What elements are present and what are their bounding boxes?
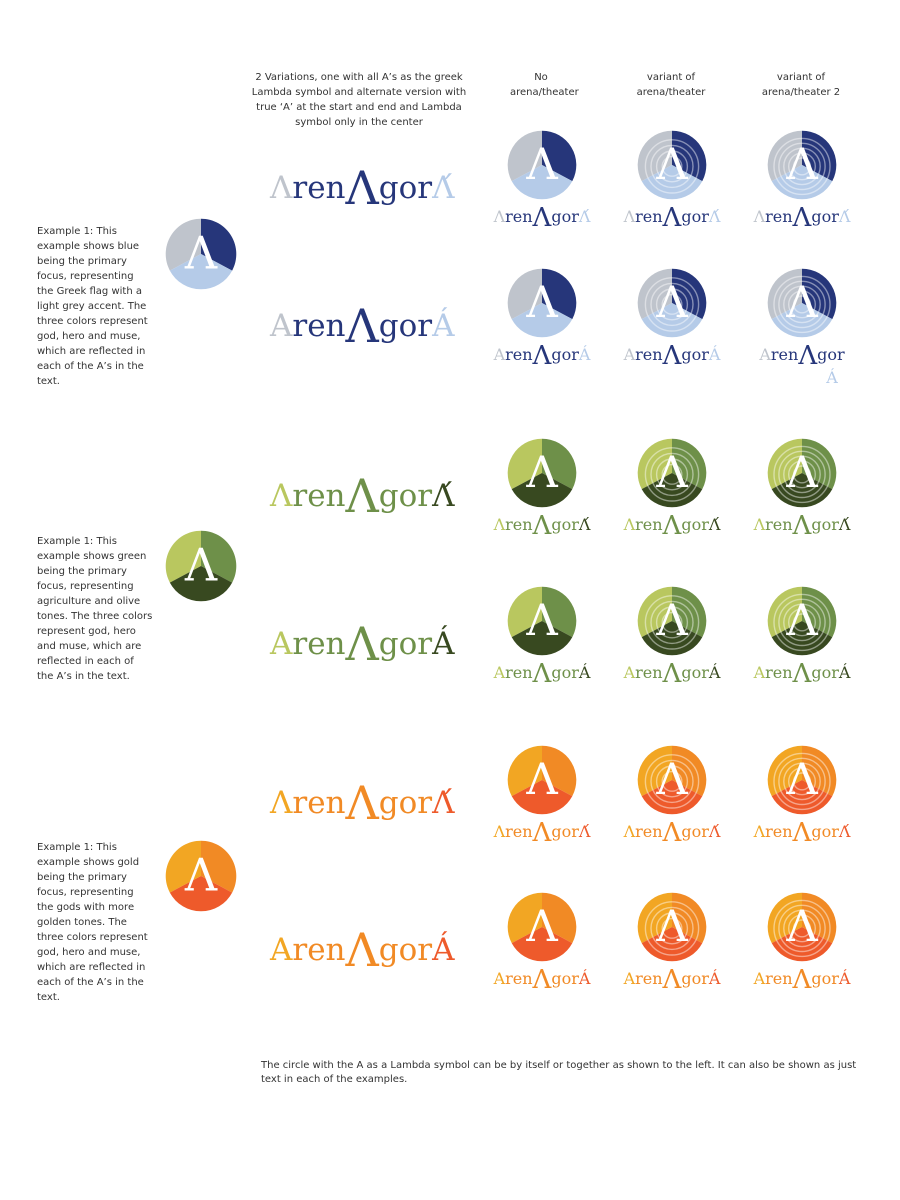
arenagora-wordmark [270,469,460,523]
wordmark-part-2: gor [811,822,839,841]
wordmark-part-2: gor [378,478,433,514]
logo-letter: Λ [786,448,818,498]
header-no-arena: No arena/theater [510,72,579,98]
wordmark-lambda: Λ [662,965,682,995]
wordmark-last-a: Λ́ [838,207,851,226]
lambda-circle-logo [507,745,577,815]
logo-letter: Λ [184,227,218,280]
logo-letter: Λ [656,755,688,805]
wordmark-part-2: gor [551,822,579,841]
wordmark-lambda: Λ [792,203,812,233]
wordmark-part-1: ren [505,822,533,841]
wordmark-part-1: ren [765,207,793,226]
wordmark-part-1: ren [765,663,793,682]
wordmark-part-2: gor [551,663,579,682]
wordmark-first-a: Λ [270,170,293,206]
arenagora-wordmark [270,161,460,215]
wordmark-lambda: Λ [532,659,552,689]
wordmark-lambda: Λ [662,659,682,689]
wordmark-last-a: Á [432,626,455,662]
wordmark-part-1: ren [292,785,346,821]
wordmark-part-2: gor [378,932,433,968]
arenagora-wordmark [270,617,460,671]
wordmark-part-1: ren [292,626,346,662]
wordmark-last-a: Á [578,345,591,364]
logo-letter: Λ [786,755,818,805]
wordmark-first-a: A [759,345,771,364]
logo-letter: Λ [786,902,818,952]
wordmark-first-a: A [753,969,766,988]
arenagora-wordmark [482,965,602,995]
lambda-circle-logo [767,586,837,656]
wordmark-lambda: Λ [532,203,552,233]
wordmark-part-1: ren [635,663,663,682]
wordmark-part-1: ren [635,515,663,534]
wordmark-part-2: gor [817,345,845,364]
wordmark-part-1: ren [292,932,346,968]
wordmark-part-2: gor [811,207,839,226]
wordmark-lambda: Λ [345,923,379,977]
wordmark-part-1: ren [765,969,793,988]
wordmark-lambda: Λ [662,341,682,371]
footer-note: The circle with the A as a Lambda symbol can be by itself or together as shown to the left. It can also be shown as just text in each of the examples. [261,1060,857,1085]
lambda-circle-logo [507,438,577,508]
arenagora-wordmark [482,818,602,848]
arenagora-wordmark [270,299,460,353]
wordmark-part-1: ren [635,345,663,364]
arenagora-wordmark [482,511,602,541]
wordmark-part-2: gor [551,969,579,988]
wordmark-last-a: Λ́ [578,207,591,226]
wordmark-lambda: Λ [792,511,812,541]
arenagora-wordmark [612,511,732,541]
wordmark-part-1: ren [765,822,793,841]
wordmark-part-1: ren [505,515,533,534]
wordmark-part-1: ren [635,207,663,226]
wordmark-lambda: Λ [662,203,682,233]
wordmark-part-2: gor [681,345,709,364]
wordmark-part-2: gor [378,308,433,344]
wordmark-part-1: ren [770,345,799,364]
arenagora-wordmark [612,203,732,233]
logo-letter: Λ [656,448,688,498]
logo-letter: Λ [526,140,558,190]
wordmark-first-a: Λ [270,785,293,821]
wordmark-part-1: ren [635,822,663,841]
wordmark-last-a: Á [432,932,455,968]
arenagora-wordmark [270,776,460,830]
wordmark-part-2: gor [551,515,579,534]
wordmark-last-a: Λ́ [432,785,455,821]
wordmark-first-a: Λ [493,515,506,534]
example-description: Example 1: This example shows gold being the primary focus, representing the gods with more golden tones. The three colors represent god, hero and muse, which are reflected in each of the A’s in the text. [37,842,148,1003]
wordmark-part-2: gor [378,626,433,662]
arenagora-wordmark [270,923,460,977]
lambda-circle-logo [637,438,707,508]
wordmark-part-1: ren [505,345,533,364]
wordmark-part-1: ren [505,969,533,988]
wordmark-first-a: A [623,663,636,682]
wordmark-lambda: Λ [798,341,818,371]
lambda-circle-logo [507,892,577,962]
wordmark-lambda: Λ [345,776,379,830]
wordmark-last-a: Λ́ [708,515,721,534]
wordmark-first-a: A [270,308,293,344]
wordmark-first-a: Λ [753,822,766,841]
arenagora-wordmark [612,818,732,848]
wordmark-part-2: gor [378,785,433,821]
arenagora-wordmark [482,341,602,371]
lambda-circle-logo [165,218,237,290]
wordmark-first-a: Λ [623,515,636,534]
wordmark-lambda: Λ [792,818,812,848]
logo-letter: Λ [786,140,818,190]
wordmark-last-a: Á [838,663,851,682]
lambda-circle-logo [767,268,837,338]
wordmark-lambda: Λ [662,511,682,541]
wordmark-lambda: Λ [345,161,379,215]
wordmark-part-1: ren [635,969,663,988]
lambda-circle-logo [767,130,837,200]
logo-letter: Λ [526,755,558,805]
wordmark-first-a: A [493,345,506,364]
wordmark-first-a: Λ [753,207,766,226]
logo-letter: Λ [526,448,558,498]
wordmark-part-1: ren [505,207,533,226]
lambda-circle-logo [767,438,837,508]
wordmark-part-2: gor [551,207,579,226]
wordmark-part-1: ren [505,663,533,682]
logo-letter: Λ [786,278,818,328]
arenagora-wordmark [742,203,862,233]
arenagora-wordmark [482,659,602,689]
wordmark-part-2: gor [681,663,709,682]
logo-letter: Λ [184,849,218,902]
wordmark-first-a: A [623,969,636,988]
logo-letter: Λ [656,902,688,952]
lambda-circle-logo [507,268,577,338]
lambda-circle-logo [507,586,577,656]
wordmark-last-a: Á [708,663,721,682]
wordmark-last-a: Á [838,969,851,988]
logo-letter: Λ [656,140,688,190]
wordmark-last-a: Λ́ [708,822,721,841]
wordmark-part-2: gor [681,515,709,534]
wordmark-lambda: Λ [532,965,552,995]
lambda-circle-logo [637,586,707,656]
wordmark-part-1: ren [765,515,793,534]
lambda-circle-logo [507,130,577,200]
wordmark-last-a: Λ́ [432,170,455,206]
lambda-circle-logo [637,892,707,962]
logo-letter: Λ [786,596,818,646]
wordmark-part-2: gor [811,515,839,534]
wordmark-part-2: gor [681,207,709,226]
lambda-circle-logo [767,892,837,962]
wordmark-part-1: ren [292,478,346,514]
wordmark-lambda: Λ [792,965,812,995]
logo-letter: Λ [526,596,558,646]
header-variations: 2 Variations, one with all A’s as the greek Lambda symbol and alternate version with true ‘A’ at the start and end and Lambda symbol only in the center [251,72,467,128]
wordmark-last-a: Á [708,345,721,364]
wordmark-first-a: A [270,626,293,662]
wordmark-part-2: gor [681,969,709,988]
logo-letter: Λ [184,539,218,592]
header-variant-2: variant of arena/theater 2 [761,72,841,98]
arenagora-wordmark [742,818,862,848]
wordmark-first-a: A [493,969,506,988]
logo-letter: Λ [526,902,558,952]
wordmark-first-a: Λ [623,207,636,226]
wordmark-last-a: Á [578,969,591,988]
lambda-circle-logo [165,840,237,912]
wordmark-last-a: Λ́ [578,822,591,841]
wordmark-lambda: Λ [532,511,552,541]
wordmark-part-2: gor [811,663,839,682]
wordmark-last-a: Λ́ [708,207,721,226]
wordmark-last-a: Λ́ [838,822,851,841]
wordmark-last-a: Á [432,308,455,344]
logo-letter: Λ [656,596,688,646]
wordmark-part-2: gor [811,969,839,988]
example-description: Example 1: This example shows green being the primary focus, representing agriculture and olive tones. The three colors represent god, hero and muse, which are reflected in each of the A’s in the text. [37,536,153,682]
lambda-circle-logo [165,530,237,602]
wordmark-part-1: ren [292,170,346,206]
arenagora-wordmark [742,341,862,389]
lambda-circle-logo [637,130,707,200]
wordmark-part-1: ren [292,308,346,344]
arenagora-wordmark [612,659,732,689]
wordmark-first-a: A [623,345,636,364]
arenagora-wordmark [612,965,732,995]
lambda-circle-logo [637,745,707,815]
example-description: Example 1: This example shows blue being the primary focus, representing the Greek flag with a light grey accent. The three colors represent god, hero and muse, which are reflected in each of the A’s in the text. [37,226,148,387]
wordmark-first-a: A [270,932,293,968]
wordmark-lambda: Λ [345,469,379,523]
wordmark-lambda: Λ [662,818,682,848]
wordmark-first-a: Λ [493,822,506,841]
wordmark-first-a: Λ [623,822,636,841]
header-variant-1: variant of arena/theater [636,72,706,98]
wordmark-lambda: Λ [345,299,379,353]
arenagora-wordmark [482,203,602,233]
wordmark-last-a: Á [578,663,591,682]
wordmark-lambda: Λ [792,659,812,689]
arenagora-wordmark [742,965,862,995]
lambda-circle-logo [767,745,837,815]
arenagora-wordmark [742,659,862,689]
wordmark-first-a: Λ [753,515,766,534]
logo-letter: Λ [656,278,688,328]
wordmark-last-a: Λ́ [578,515,591,534]
wordmark-first-a: A [493,663,506,682]
wordmark-part-2: gor [551,345,579,364]
wordmark-lambda: Λ [532,818,552,848]
wordmark-first-a: Λ [493,207,506,226]
wordmark-lambda: Λ [532,341,552,371]
arenagora-wordmark [742,511,862,541]
wordmark-first-a: Λ [270,478,293,514]
wordmark-part-2: gor [681,822,709,841]
lambda-circle-logo [637,268,707,338]
wordmark-lambda: Λ [345,617,379,671]
wordmark-part-2: gor [378,170,433,206]
wordmark-last-a: Á [708,969,721,988]
wordmark-last-a: Λ́ [432,478,455,514]
arenagora-wordmark [612,341,732,371]
wordmark-last-a: Λ́ [838,515,851,534]
wordmark-first-a: A [753,663,766,682]
logo-letter: Λ [526,278,558,328]
wordmark-last-a: Á [826,368,838,387]
